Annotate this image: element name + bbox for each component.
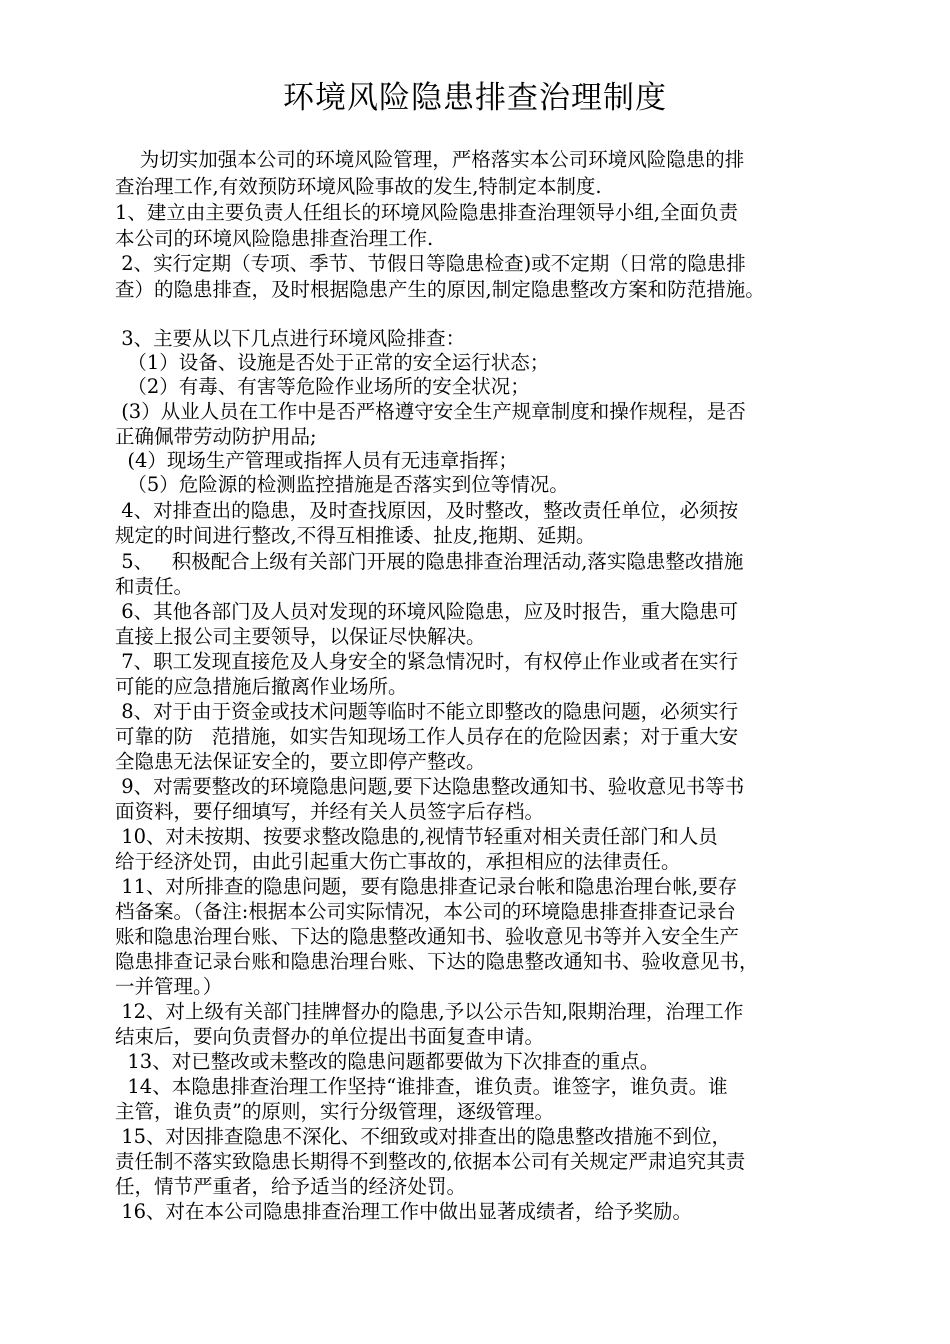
clause-3-item-2: （2）有毒、有害等危险作业场所的安全状况； bbox=[115, 375, 530, 398]
clause-8-line-3: 全隐患无法保证安全的，要立即停产整改。 bbox=[115, 750, 486, 773]
clause-9-line-1: 9、对需要整改的环境隐患问题,要下达隐患整改通知书、验收意见书等书 bbox=[115, 775, 745, 798]
clause-6-line-2: 直接上报公司主要领导，以保证尽快解决。 bbox=[115, 625, 486, 648]
clause-10-line-1: 10、对未按期、按要求整改隐患的,视情节轻重对相关责任部门和人员 bbox=[115, 825, 718, 848]
clause-15-line-2: 责任制不落实致隐患长期得不到整改的,依据本公司有关规定严肃追究其责 bbox=[115, 1150, 746, 1173]
clause-11-line-2: 档备案。（备注:根据本公司实际情况，本公司的环境隐患排查排查记录台 bbox=[115, 900, 736, 923]
clause-3-item-1: （1）设备、设施是否处于正常的安全运行状态； bbox=[115, 351, 550, 374]
clause-12-line-2: 结束后，要向负责督办的单位提出书面复查申请。 bbox=[115, 1025, 545, 1048]
clause-11-line-5: 一并管理。） bbox=[115, 975, 223, 998]
clause-2-line-2: 查）的隐患排查，及时根据隐患产生的原因,制定隐患整改方案和防范措施。 bbox=[115, 278, 765, 301]
clause-5-line-1: 5、 积极配合上级有关部门开展的隐患排查治理活动,落实隐患整改措施 bbox=[115, 550, 744, 573]
clause-15-line-1: 15、对因排查隐患不深化、不细致或对排查出的隐患整改措施不到位， bbox=[115, 1125, 732, 1148]
clause-13-line-1: 13、对已整改或未整改的隐患问题都要做为下次排查的重点。 bbox=[115, 1050, 660, 1073]
clause-10-line-2: 给于经济处罚，由此引起重大伤亡事故的，承担相应的法律责任。 bbox=[115, 850, 681, 873]
clause-2-line-1: 2、实行定期（专项、季节、节假日等隐患检查)或不定期（日常的隐患排 bbox=[115, 252, 746, 275]
clause-8-line-1: 8、对于由于资金或技术问题等临时不能立即整改的隐患问题，必须实行 bbox=[115, 700, 739, 723]
clause-7-line-2: 可能的应急措施后撤离作业场所。 bbox=[115, 675, 408, 698]
clause-3-item-5: （5）危险源的检测监控措施是否落实到位等情况。 bbox=[115, 473, 569, 496]
clause-3-item-3-line-2: 正确佩带劳动防护用品; bbox=[115, 425, 317, 448]
clause-3-item-3-line-1: (3）从业人员在工作中是否严格遵守安全生产规章制度和操作规程，是否 bbox=[115, 400, 746, 423]
clause-14-line-2: 主管，谁负责”的原则，实行分级管理，逐级管理。 bbox=[115, 1100, 554, 1123]
clause-15-line-3: 任，情节严重者，给予适当的经济处罚。 bbox=[115, 1175, 467, 1198]
intro-line-1: 为切实加强本公司的环境风险管理，严格落实本公司环境风险隐患的排 bbox=[115, 148, 745, 171]
clause-5-line-2: 和责任。 bbox=[115, 575, 194, 598]
clause-1-line-2: 本公司的环境风险隐患排查治理工作. bbox=[115, 227, 434, 250]
clause-16-line-1: 16、对在本公司隐患排查治理工作中做出显著成绩者，给予奖励。 bbox=[115, 1200, 693, 1223]
clause-14-line-1: 14、本隐患排查治理工作坚持“谁排查，谁负责。谁签字，谁负责。谁 bbox=[115, 1075, 728, 1098]
clause-6-line-1: 6、其他各部门及人员对发现的环境风险隐患，应及时报告，重大隐患可 bbox=[115, 600, 739, 623]
clause-11-line-3: 账和隐患治理台账、下达的隐患整改通知书、验收意见书等并入安全生产 bbox=[115, 925, 740, 948]
clause-8-line-2: 可靠的防 范措施，如实告知现场工作人员存在的危险因素；对于重大安 bbox=[115, 725, 739, 748]
clause-3-item-4: (4）现场生产管理或指挥人员有无违章指挥； bbox=[115, 449, 518, 472]
clause-3-line-1: 3、主要从以下几点进行环境风险排查： bbox=[115, 327, 466, 350]
document-title: 环境风险隐患排查治理制度 bbox=[283, 80, 667, 116]
clause-7-line-1: 7、职工发现直接危及人身安全的紧急情况时，有权停止作业或者在实行 bbox=[115, 650, 739, 673]
clause-4-line-1: 4、对排查出的隐患，及时查找原因，及时整改，整改责任单位，必须按 bbox=[115, 499, 739, 522]
clause-11-line-4: 隐患排查记录台账和隐患治理台账、下达的隐患整改通知书、验收意见书， bbox=[115, 950, 759, 973]
clause-9-line-2: 面资料，要仔细填写，并经有关人员签字后存档。 bbox=[115, 800, 545, 823]
clause-4-line-2: 规定的时间进行整改,不得互相推诿、扯皮,拖期、延期。 bbox=[115, 524, 596, 547]
clause-11-line-1: 11、对所排查的隐患问题，要有隐患排查记录台帐和隐患治理台帐,要存 bbox=[115, 875, 738, 898]
intro-line-2: 查治理工作,有效预防环境风险事故的发生,特制定本制度. bbox=[115, 175, 602, 198]
clause-12-line-1: 12、对上级有关部门挂牌督办的隐患,予以公示告知,限期治理，治理工作 bbox=[115, 1000, 744, 1023]
clause-1-line-1: 1、建立由主要负责人任组长的环境风险隐患排查治理领导小组,全面负责 bbox=[115, 201, 739, 224]
